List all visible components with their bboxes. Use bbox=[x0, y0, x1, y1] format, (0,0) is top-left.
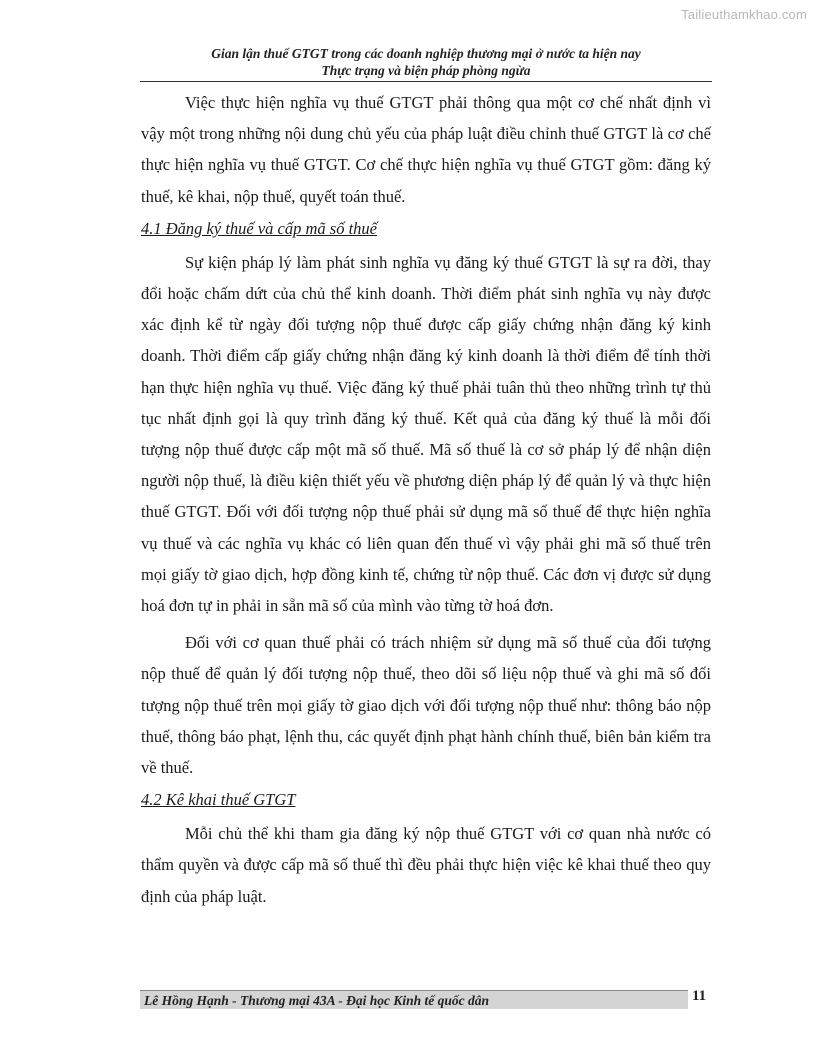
running-header bbox=[140, 45, 712, 82]
section-4-1-paragraph-2: Đối với cơ quan thuế phải có trách nhiệm sử dụng mã số thuế của đối tượng nộp thuế để quản lý đối tượng nộp thuế, theo dõi số liệu nộp thuế và ghi mã số đối tượng nộp thuế trên mọi giấy tờ giao dịch với đối tượng nộp thuế như: thông báo nộp thuế, thông báo phạt, lệnh thu, các quyết định phạt hành chính thuế, biên bản kiểm tra về thuế. bbox=[141, 633, 711, 778]
page-number: 11 bbox=[692, 988, 707, 1004]
header-subtitle-line: Thực trạng và biện pháp phòng ngừa bbox=[321, 63, 531, 78]
section-4-1-paragraph-1: Sự kiện pháp lý làm phát sinh nghĩa vụ đăng ký thuế GTGT là sự ra đời, thay đổi hoặc chấm dứt của chủ thể kinh doanh. Thời điểm phát sinh nghĩa vụ này được xác định kể từ ngày đối tượng nộp thuế được cấp giấy chứng nhận đăng ký kinh doanh. Thời điểm cấp giấy chứng nhận đăng ký kinh doanh là thời điểm để tính thời hạn thực hiện nghĩa vụ thuế. Việc đăng ký thuế phải tuân thủ theo những trình tự thủ tục nhất định gọi là quy trình đăng ký thuế. Kết quả của đăng ký thuế là mỗi đối tượng nộp thuế được cấp một mã số thuế. Mã số thuế là cơ sở pháp lý để nhận diện người nộp thuế, là điều kiện thiết yếu về phương diện pháp lý để quản lý và thực hiện thuế GTGT. Đối với đối tượng nộp thuế phải sử dụng mã số thuế để thực hiện nghĩa vụ thuế và các nghĩa vụ khác có liên quan đến thuế vì vậy phải ghi mã số thuế trên mọi giấy tờ giao dịch, hợp đồng kinh tế, chứng từ nộp thuế. Các đơn vị được sử dụng hoá đơn tự in phải in sẵn mã số của mình vào từng tờ hoá đơn. bbox=[141, 252, 711, 616]
running-footer bbox=[140, 990, 688, 1009]
section-4-1-heading: 4.1 Đăng ký thuế và cấp mã số thuế bbox=[141, 218, 377, 238]
page-body bbox=[141, 87, 711, 912]
intro-paragraph: Việc thực hiện nghĩa vụ thuế GTGT phải thông qua một cơ chế nhất định vì vậy một trong những nội dung chủ yếu của pháp luật điều chỉnh thuế GTGT là cơ chế thực hiện nghĩa vụ thuế GTGT. Cơ chế thực hiện nghĩa vụ thuế GTGT gồm: đăng ký thuế, kê khai, nộp thuế, quyết toán thuế. bbox=[141, 93, 711, 206]
watermark: Tailieuthamkhao.com bbox=[681, 7, 807, 22]
section-4-2-heading: 4.2 Kê khai thuế GTGT bbox=[141, 790, 296, 810]
section-4-2-paragraph-1: Mỗi chủ thể khi tham gia đăng ký nộp thuế GTGT với cơ quan nhà nước có thẩm quyền và được cấp mã số thuế thì đều phải thực hiện việc kê khai thuế theo quy định của pháp luật. bbox=[141, 824, 711, 906]
footer-author: Lê Hồng Hạnh - Thương mại 43A - Đại học Kinh tế quốc dân bbox=[144, 993, 490, 1008]
header-title-line: Gian lận thuế GTGT trong các doanh nghiệp thương mại ở nước ta hiện nay bbox=[211, 46, 641, 61]
